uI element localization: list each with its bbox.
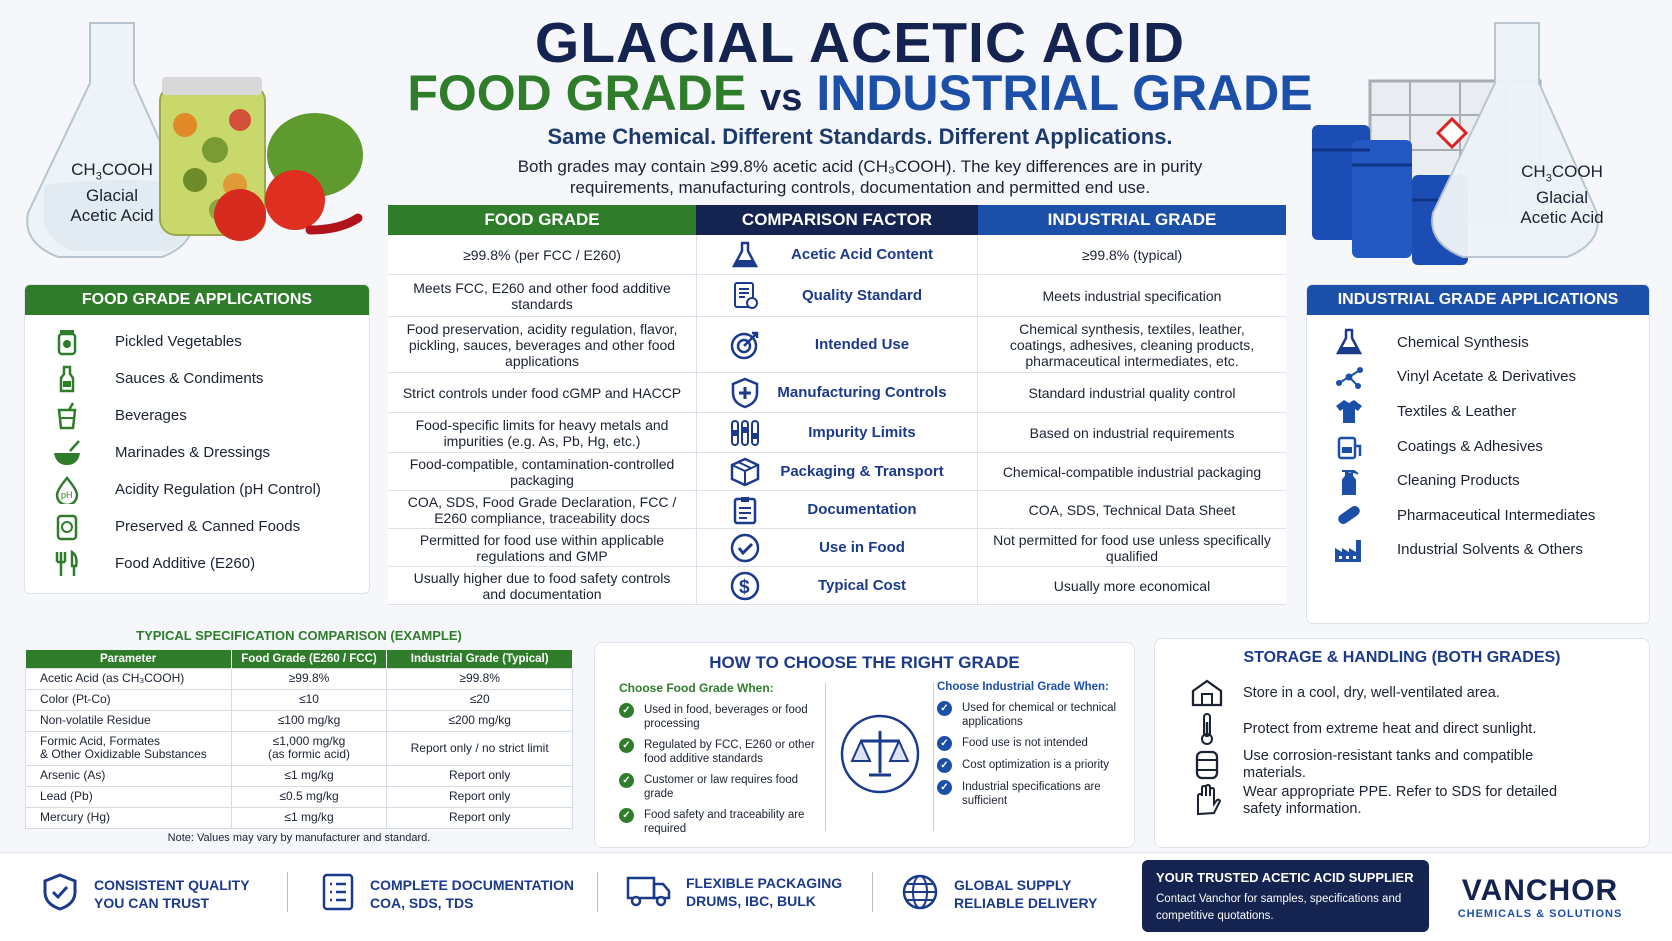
svg-text:pH: pH [61, 489, 73, 500]
test-tubes-icon [723, 418, 767, 448]
industrial-app-item [1307, 498, 1649, 533]
footer-feature-line2: DRUMS, IBC, BULK [686, 893, 816, 909]
spec-food-value: ≤0.5 mg/kg [231, 786, 387, 807]
food-scene-illustration [20, 15, 380, 275]
food-grade-cell: Strict controls under food cGMP and HACCP [402, 384, 682, 401]
comparison-row [388, 529, 1286, 567]
food-app-item [25, 508, 369, 545]
comparison-factor-label: Quality Standard [801, 287, 923, 304]
spec-parameter: Lead (Pb) [26, 786, 232, 807]
food-app-item [25, 397, 369, 434]
industrial-app-item [1307, 325, 1649, 360]
utensils-icon [47, 549, 87, 579]
spec-row [26, 668, 573, 689]
check-icon: ✓ [937, 780, 952, 795]
check-icon: ✓ [937, 758, 952, 773]
comparison-factor-cell [696, 491, 978, 528]
storage-item [1187, 783, 1649, 819]
molecule-icon [1329, 362, 1369, 392]
comparison-row [388, 491, 1286, 529]
food-app-item [25, 471, 369, 508]
food-applications-header: FOOD GRADE APPLICATIONS [25, 285, 369, 315]
industrial-app-label: Cleaning Products [1397, 472, 1520, 490]
spec-food-value: ≤1,000 mg/kg (as formic acid) [231, 731, 387, 765]
flask-icon [723, 241, 767, 269]
comparison-row [388, 373, 1286, 413]
glove-icon [1187, 784, 1227, 818]
cup-icon [47, 401, 87, 431]
storage-text: Store in a cool, dry, well-ventilated area. [1243, 684, 1500, 701]
svg-text:$: $ [739, 576, 750, 598]
document-list-icon [320, 872, 356, 916]
spec-header-parameter: Parameter [26, 650, 232, 668]
spec-row [26, 710, 573, 731]
footer-feature-text [954, 876, 1097, 912]
footer-feature-line2: RELIABLE DELIVERY [954, 895, 1098, 911]
food-grade-cell: Permitted for food use within applicable regulations and GMP [419, 531, 665, 564]
check-icon: ✓ [937, 701, 952, 716]
supplier-text: Contact Vanchor for samples, specifications and competitive quotations. [1156, 893, 1402, 922]
choose-grade-card [594, 642, 1135, 848]
food-app-item [25, 434, 369, 471]
comparison-factor-cell [696, 275, 978, 316]
check-circle-icon [723, 532, 767, 564]
choose-industrial-subtitle: Choose Industrial Grade When: [937, 681, 1109, 693]
header-industrial-grade: INDUSTRIAL GRADE [978, 205, 1286, 235]
comparison-row [388, 235, 1286, 275]
spec-comparison [25, 628, 573, 844]
industrial-grade-cell: Meets industrial specification [1042, 287, 1222, 304]
storage-text: Protect from extreme heat and direct sunlight. [1243, 720, 1537, 737]
spec-industrial-value: Report only [387, 807, 573, 828]
industrial-applications-header: INDUSTRIAL GRADE APPLICATIONS [1307, 285, 1649, 315]
spec-row [26, 765, 573, 786]
choose-title: HOW TO CHOOSE THE RIGHT GRADE [709, 653, 1020, 672]
food-app-label: Food Additive (E260) [115, 555, 256, 572]
spec-industrial-value: ≤200 mg/kg [387, 710, 573, 731]
spec-parameter: Arsenic (As) [26, 765, 232, 786]
spec-industrial-value: ≤20 [387, 689, 573, 710]
spec-food-value: ≤10 [231, 689, 387, 710]
can-icon [47, 512, 87, 542]
choose-item [619, 703, 829, 731]
food-app-label: Preserved & Canned Foods [115, 518, 301, 535]
spec-row [26, 786, 573, 807]
industrial-app-item [1307, 394, 1649, 429]
comparison-factor-cell [696, 567, 978, 604]
industrial-grade-cell: COA, SDS, Technical Data Sheet [1028, 501, 1236, 518]
choose-item [619, 738, 829, 766]
food-grade-cell: Usually higher due to food safety controls and documentation [413, 569, 671, 602]
comparison-table [388, 205, 1286, 605]
food-grade-cell: Food preservation, acidity regulation, flavor, pickling, sauces, beverages and other food applications [406, 320, 678, 369]
industrial-grade-title: INDUSTRIAL GRADE [816, 65, 1313, 121]
thermometer-icon [1187, 712, 1227, 746]
storage-text: Use corrosion-resistant tanks and compatible materials. [1243, 748, 1534, 781]
industrial-applications-card [1306, 284, 1650, 624]
intro-text: Both grades may contain ≥99.8% acetic acid (CH₃COOH). The key differences are in purity requirements, manufacturing controls, documentation and permitted end use. [517, 157, 1203, 197]
scale-icon [839, 713, 921, 795]
choose-item-text: Customer or law requires food grade [644, 774, 799, 800]
storage-list [1155, 667, 1649, 819]
choose-item-text: Used in food, beverages or food processing [644, 704, 808, 730]
spec-industrial-value: Report only [387, 765, 573, 786]
bottle-icon [47, 364, 87, 394]
food-grade-cell: Food-specific limits for heavy metals and impurities (e.g. As, Pb, Hg, etc.) [415, 416, 669, 449]
spray-bottle-icon [1329, 466, 1369, 496]
tank-icon [1187, 748, 1227, 782]
footer-feature-line1: FLEXIBLE PACKAGING [686, 875, 843, 891]
shield-check-icon [40, 872, 80, 916]
food-grade-cell: Food-compatible, contamination-controlled packaging [409, 455, 675, 488]
choose-item [937, 701, 1127, 729]
choose-item [937, 758, 1127, 773]
spec-header-industrial: Industrial Grade (Typical) [387, 650, 573, 668]
brand-name: VANCHOR [1461, 874, 1619, 907]
spec-header-food: Food Grade (E260 / FCC) [231, 650, 387, 668]
comparison-factor-label: Manufacturing Controls [777, 384, 947, 401]
footer-feature-text [94, 876, 250, 912]
header-comparison-factor: COMPARISON FACTOR [696, 205, 978, 235]
industrial-app-label: Chemical Synthesis [1397, 333, 1529, 351]
truck-icon [626, 872, 672, 912]
spec-row [26, 689, 573, 710]
globe-icon [900, 872, 940, 916]
choose-item-text: Food use is not intended [962, 737, 1088, 749]
choose-item-text: Cost optimization is a priority [962, 759, 1109, 771]
comparison-row [388, 413, 1286, 453]
storage-card [1154, 638, 1650, 848]
choose-item [937, 736, 1127, 751]
industrial-applications-list [1307, 315, 1649, 567]
industrial-app-item [1307, 429, 1649, 464]
food-grade-cell: ≥99.8% (per FCC / E260) [463, 246, 621, 263]
comparison-row [388, 567, 1286, 605]
comparison-factor-cell [696, 413, 978, 452]
industrial-grade-cell: Usually more economical [1053, 577, 1211, 594]
comparison-row [388, 453, 1286, 491]
check-icon: ✓ [619, 738, 634, 753]
industrial-app-label: Pharmaceutical Intermediates [1397, 506, 1596, 524]
food-grade-cell: Meets FCC, E260 and other food additive standards [413, 279, 671, 312]
footer-feature-line2: YOU CAN TRUST [94, 895, 210, 911]
industrial-app-label: Textiles & Leather [1397, 402, 1517, 420]
box-icon [723, 457, 767, 487]
food-app-item [25, 360, 369, 397]
comparison-header-row [388, 205, 1286, 235]
footer-feature [626, 872, 842, 912]
comparison-factor-label: Packaging & Transport [780, 463, 944, 480]
choose-food-column [619, 681, 829, 843]
spec-industrial-value: Report only / no strict limit [387, 731, 573, 765]
choose-item-text: Food safety and traceability are required [644, 809, 805, 835]
industrial-grade-cell: ≥99.8% (typical) [1081, 246, 1183, 263]
comparison-factor-label: Typical Cost [817, 577, 907, 594]
comparison-factor-cell [696, 317, 978, 372]
choose-industrial-column [937, 681, 1127, 815]
factory-icon [1329, 535, 1369, 565]
supplier-title: YOUR TRUSTED ACETIC ACID SUPPLIER [1156, 870, 1414, 885]
spec-title: TYPICAL SPECIFICATION COMPARISON (EXAMPLE) [136, 628, 462, 643]
spec-food-value: ≤100 mg/kg [231, 710, 387, 731]
choose-item-text: Used for chemical or technical applications [962, 702, 1117, 728]
footer-feature-text [370, 876, 574, 912]
storage-title: STORAGE & HANDLING (BOTH GRADES) [1243, 649, 1561, 666]
choose-item-text: Industrial specifications are sufficient [962, 781, 1101, 807]
industrial-app-item [1307, 533, 1649, 568]
footer-feature [40, 872, 250, 916]
food-applications-list [25, 315, 369, 582]
spec-note: Note: Values may vary by manufacturer and standard. [167, 831, 431, 844]
industrial-app-label: Coatings & Adhesives [1397, 437, 1543, 455]
food-app-label: Sauces & Condiments [115, 370, 264, 387]
comparison-factor-label: Acetic Acid Content [791, 246, 933, 263]
food-app-label: Pickled Vegetables [115, 333, 242, 350]
spec-industrial-value: ≥99.8% [387, 668, 573, 689]
storage-item [1187, 711, 1649, 747]
spec-parameter: Formic Acid, Formates & Other Oxidizable Substances [26, 731, 232, 765]
warehouse-icon [1187, 678, 1227, 708]
comparison-factor-cell [696, 235, 978, 274]
footer-feature-line1: CONSISTENT QUALITY [94, 877, 250, 893]
storage-text: Wear appropriate PPE. Refer to SDS for detailed safety information. [1243, 784, 1558, 817]
industrial-app-item [1307, 360, 1649, 395]
comparison-factor-label: Use in Food [819, 539, 905, 556]
food-app-label: Marinades & Dressings [115, 444, 271, 461]
flask-label-left: $CH_3COOH$ Glacial Acetic Acid [70, 160, 154, 226]
check-icon: ✓ [619, 808, 634, 823]
comparison-row [388, 275, 1286, 317]
food-app-label: Acidity Regulation (pH Control) [115, 481, 321, 498]
footer-feature [320, 872, 574, 916]
jar-icon [47, 327, 87, 357]
industrial-grade-cell: Chemical-compatible industrial packaging [1002, 463, 1262, 480]
industrial-grade-cell: Based on industrial requirements [1029, 424, 1235, 441]
industrial-app-label: Industrial Solvents & Others [1397, 541, 1583, 559]
spec-parameter: Mercury (Hg) [26, 807, 232, 828]
shield-plus-icon [723, 377, 767, 409]
supplier-box [1142, 860, 1429, 932]
industrial-app-item [1307, 463, 1649, 498]
pill-icon [1329, 500, 1369, 530]
food-grade-title: FOOD GRADE [407, 65, 747, 121]
certificate-icon [723, 281, 767, 311]
food-applications-card [24, 284, 370, 594]
check-icon: ✓ [619, 773, 634, 788]
food-app-label: Beverages [115, 407, 187, 424]
brand-subtitle: CHEMICALS & SOLUTIONS [1457, 908, 1623, 920]
spec-parameter: Color (Pt-Co) [26, 689, 232, 710]
comparison-factor-cell [696, 529, 978, 566]
check-icon: ✓ [619, 703, 634, 718]
comparison-factor-label: Documentation [807, 501, 917, 518]
comparison-factor-label: Impurity Limits [808, 424, 916, 441]
storage-item [1187, 675, 1649, 711]
spec-row [26, 731, 573, 765]
comparison-factor-cell [696, 453, 978, 490]
dollar-icon [723, 570, 767, 602]
spec-industrial-value: Report only [387, 786, 573, 807]
spec-parameter: Acetic Acid (as CH₃COOH) [26, 668, 232, 689]
vs-label: vs [760, 77, 803, 119]
check-icon: ✓ [937, 736, 952, 751]
grade-title [340, 64, 1380, 122]
paint-can-icon [1329, 431, 1369, 461]
ph-drop-icon [47, 475, 87, 505]
choose-item-text: Regulated by FCC, E260 or other food additive standards [644, 739, 815, 765]
bowl-icon [47, 438, 87, 468]
industrial-grade-cell: Standard industrial quality control [1028, 384, 1236, 401]
industrial-app-label: Vinyl Acetate & Derivatives [1397, 368, 1576, 386]
brand-logo [1448, 874, 1632, 920]
footer-feature-text [686, 874, 842, 910]
choose-item [619, 808, 829, 836]
flask-label-right: $CH_3COOH$ Glacial Acetic Acid [1520, 162, 1604, 228]
shirt-icon [1329, 396, 1369, 426]
spec-parameter: Non-volatile Residue [26, 710, 232, 731]
footer-feature-line1: COMPLETE DOCUMENTATION [370, 877, 575, 893]
subtitle: Same Chemical. Different Standards. Different Applications. [547, 124, 1173, 149]
spec-food-value: ≤1 mg/kg [231, 765, 387, 786]
food-app-item [25, 545, 369, 582]
header-food-grade: FOOD GRADE [388, 205, 696, 235]
flask-icon [1329, 327, 1369, 357]
choose-item [619, 773, 829, 801]
spec-food-value: ≤1 mg/kg [231, 807, 387, 828]
comparison-factor-cell [696, 373, 978, 412]
clipboard-icon [723, 495, 767, 525]
choose-item [937, 780, 1127, 808]
industrial-grade-cell: Chemical synthesis, textiles, leather, coatings, adhesives, cleaning products, pharmaceutical intermediates, etc. [1009, 320, 1255, 369]
comparison-row [388, 317, 1286, 373]
choose-food-subtitle: Choose Food Grade When: [619, 681, 774, 695]
spec-table [25, 650, 573, 829]
footer-feature-line2: COA, SDS, TDS [370, 895, 474, 911]
food-app-item [25, 323, 369, 360]
food-grade-cell: COA, SDS, Food Grade Declaration, FCC / E260 compliance, traceability docs [407, 493, 677, 526]
footer-feature [900, 872, 1097, 916]
spec-row [26, 807, 573, 828]
main-title: GLACIAL ACETIC ACID [534, 11, 1186, 75]
storage-item [1187, 747, 1649, 783]
industrial-grade-cell: Not permitted for food use unless specifically qualified [993, 531, 1271, 564]
footer-feature-line1: GLOBAL SUPPLY [954, 877, 1072, 893]
spec-food-value: ≥99.8% [231, 668, 387, 689]
target-icon [723, 329, 767, 361]
comparison-factor-label: Intended Use [814, 336, 910, 353]
comparison-rows [388, 235, 1286, 605]
